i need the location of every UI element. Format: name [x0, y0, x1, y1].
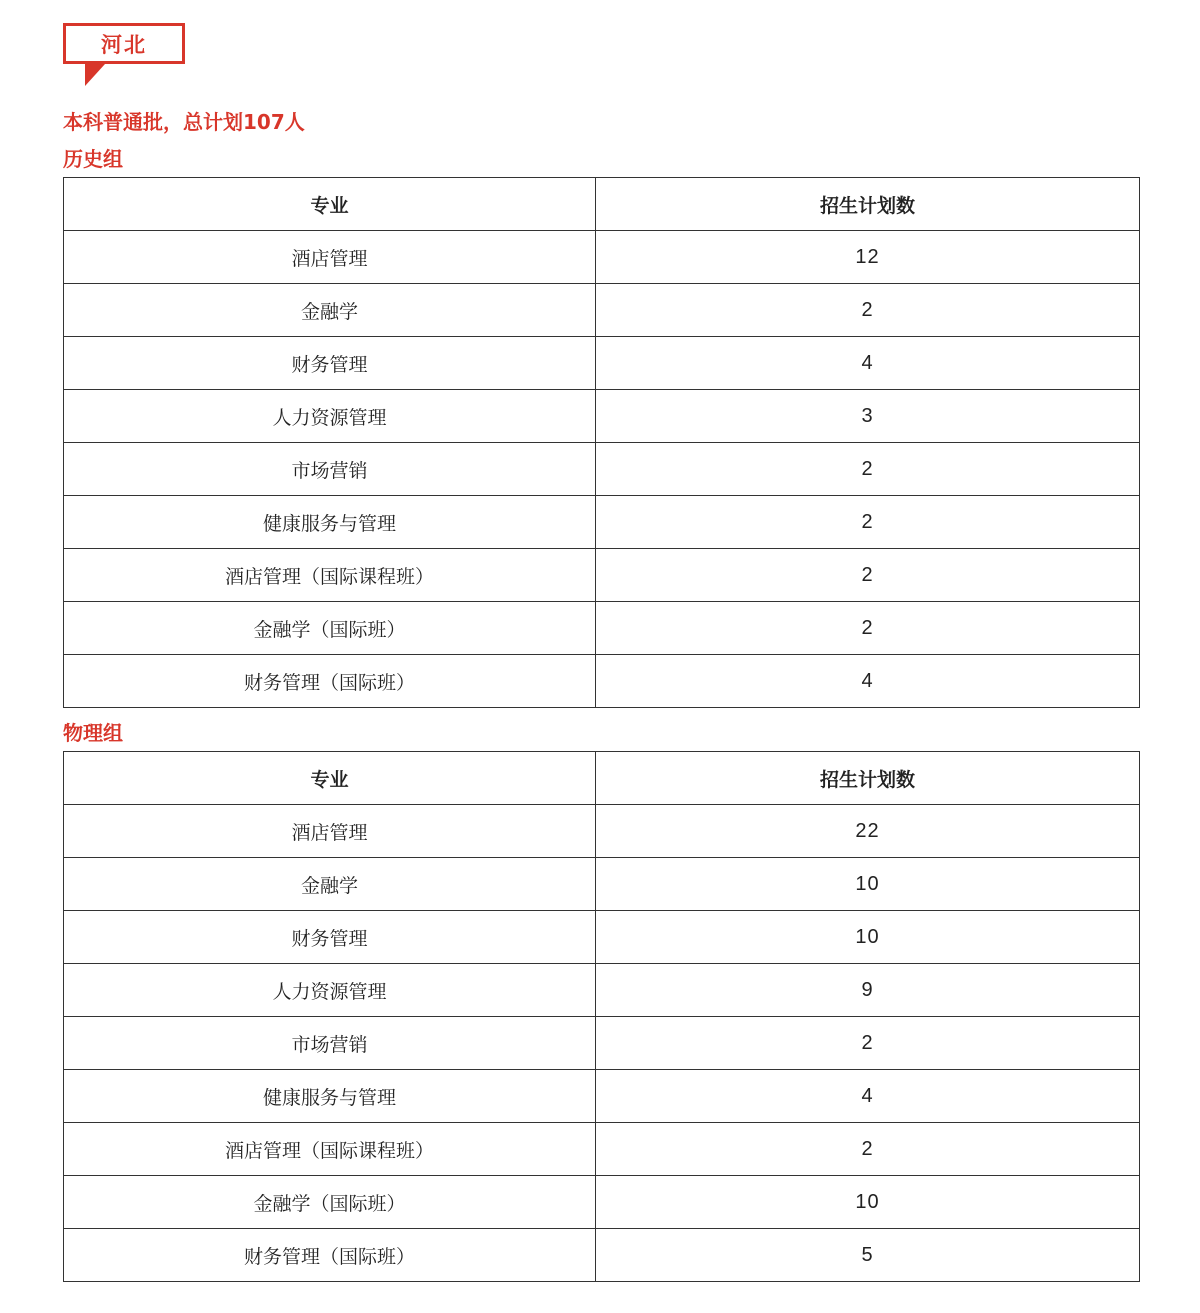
major-cell: 财务管理	[64, 337, 596, 390]
count-cell: 5	[596, 1229, 1140, 1282]
major-cell: 酒店管理	[64, 805, 596, 858]
table-row	[64, 1017, 1140, 1070]
table-row	[64, 1229, 1140, 1282]
column-header-count: 招生计划数	[596, 752, 1140, 805]
table-header-row	[64, 752, 1140, 805]
column-header-major: 专业	[64, 752, 596, 805]
count-cell: 10	[596, 858, 1140, 911]
major-cell: 市场营销	[64, 443, 596, 496]
physics-group-table	[63, 751, 1140, 1282]
count-cell: 4	[596, 337, 1140, 390]
count-cell: 2	[596, 496, 1140, 549]
history-group-table	[63, 177, 1140, 708]
count-cell: 4	[596, 655, 1140, 708]
table-row	[64, 496, 1140, 549]
plan-summary: 本科普通批，总计划107人	[63, 110, 305, 134]
major-cell: 金融学（国际班）	[64, 1176, 596, 1229]
table-row	[64, 964, 1140, 1017]
table-row	[64, 284, 1140, 337]
region-tag-label: 河北	[101, 32, 147, 57]
group-title-physics: 物理组	[63, 721, 123, 745]
count-cell: 2	[596, 1017, 1140, 1070]
count-cell: 12	[596, 231, 1140, 284]
table-row	[64, 231, 1140, 284]
table-row	[64, 858, 1140, 911]
count-cell: 22	[596, 805, 1140, 858]
table-row	[64, 1123, 1140, 1176]
count-cell: 10	[596, 1176, 1140, 1229]
major-cell: 财务管理	[64, 911, 596, 964]
table-header-row	[64, 178, 1140, 231]
count-cell: 9	[596, 964, 1140, 1017]
major-cell: 金融学	[64, 858, 596, 911]
table-row	[64, 390, 1140, 443]
major-cell: 健康服务与管理	[64, 496, 596, 549]
major-cell: 酒店管理	[64, 231, 596, 284]
major-cell: 健康服务与管理	[64, 1070, 596, 1123]
table-row	[64, 805, 1140, 858]
major-cell: 金融学（国际班）	[64, 602, 596, 655]
count-cell: 3	[596, 390, 1140, 443]
major-cell: 人力资源管理	[64, 964, 596, 1017]
table-row	[64, 443, 1140, 496]
count-cell: 4	[596, 1070, 1140, 1123]
major-cell: 财务管理（国际班）	[64, 1229, 596, 1282]
major-cell: 市场营销	[64, 1017, 596, 1070]
column-header-major: 专业	[64, 178, 596, 231]
count-cell: 10	[596, 911, 1140, 964]
major-cell: 酒店管理（国际课程班）	[64, 1123, 596, 1176]
table-row	[64, 549, 1140, 602]
region-tag-pointer	[85, 64, 105, 86]
table-row	[64, 337, 1140, 390]
count-cell: 2	[596, 284, 1140, 337]
group-title-history: 历史组	[63, 147, 123, 171]
region-tag	[63, 23, 185, 64]
table-row	[64, 602, 1140, 655]
table-row	[64, 655, 1140, 708]
count-cell: 2	[596, 549, 1140, 602]
major-cell: 金融学	[64, 284, 596, 337]
column-header-count: 招生计划数	[596, 178, 1140, 231]
major-cell: 酒店管理（国际课程班）	[64, 549, 596, 602]
major-cell: 人力资源管理	[64, 390, 596, 443]
count-cell: 2	[596, 443, 1140, 496]
table-row	[64, 911, 1140, 964]
count-cell: 2	[596, 1123, 1140, 1176]
count-cell: 2	[596, 602, 1140, 655]
table-row	[64, 1176, 1140, 1229]
major-cell: 财务管理（国际班）	[64, 655, 596, 708]
table-row	[64, 1070, 1140, 1123]
